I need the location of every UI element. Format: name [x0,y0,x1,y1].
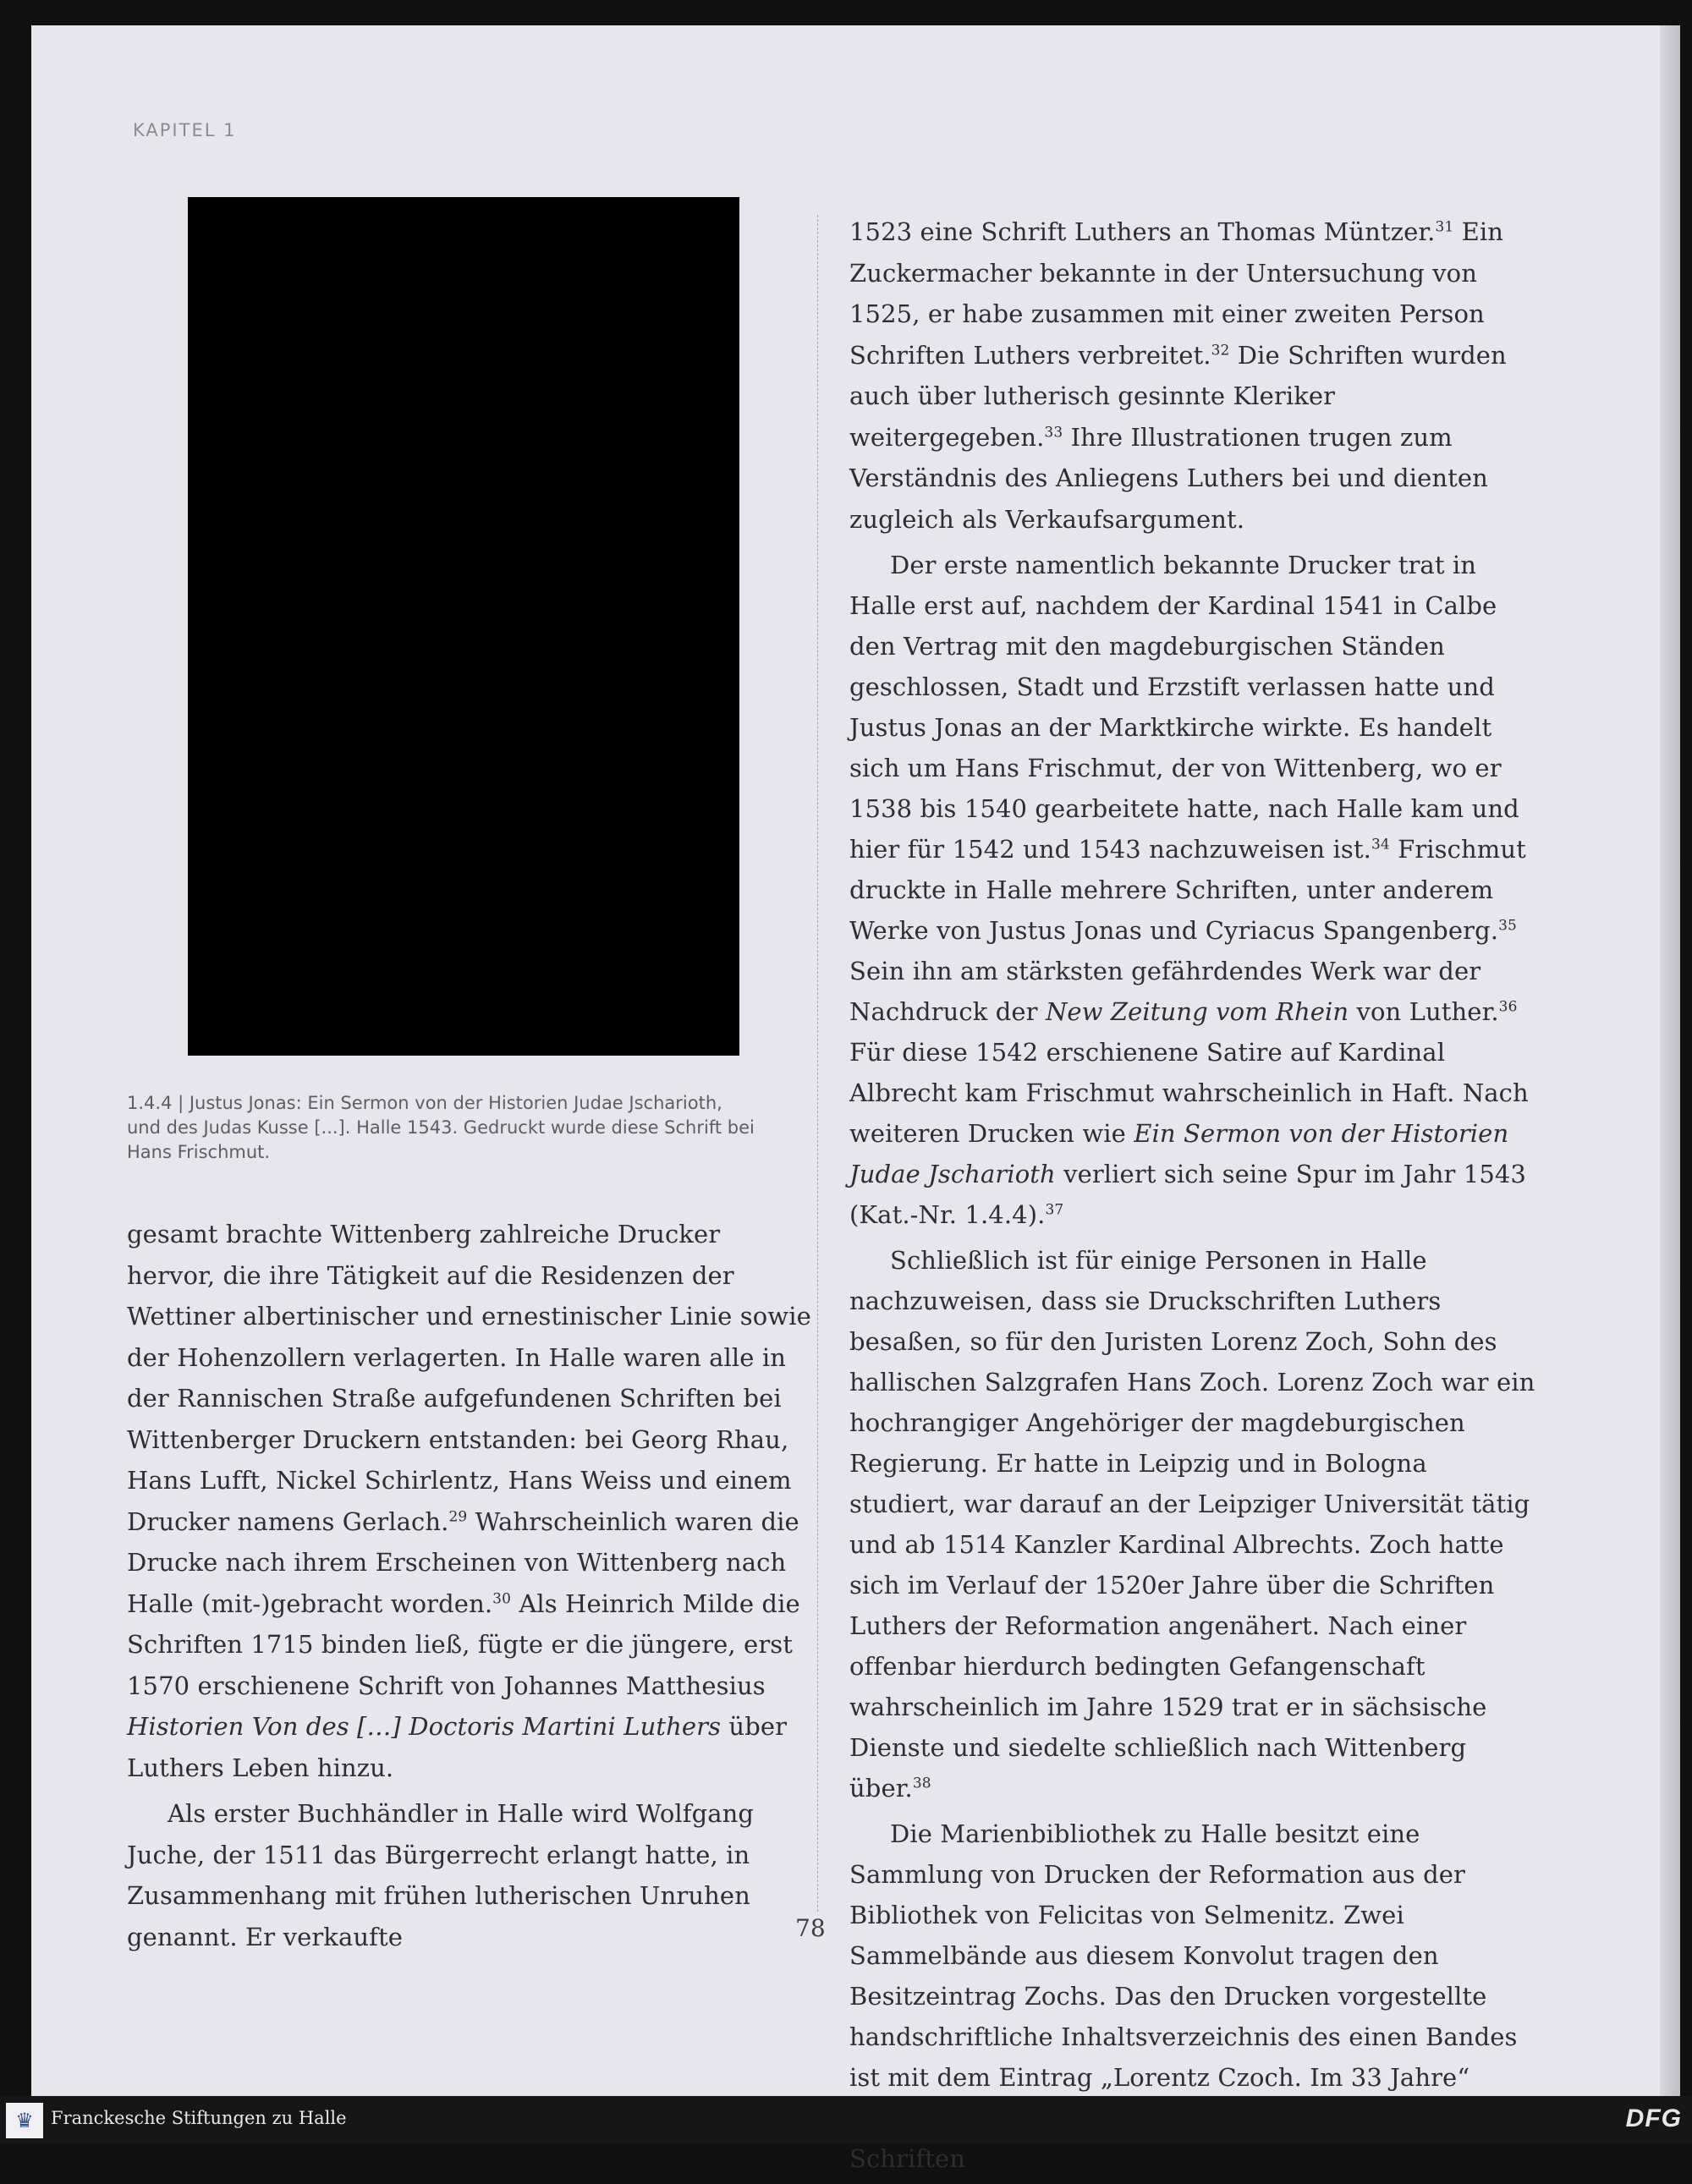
left-column [127,1214,816,1962]
footnote-ref: 30 [492,1589,512,1607]
text-run: Die Marienbibliothek zu Halle besitzt eine Sammlung von Drucken der Reformation aus der Bibliothek von Felicitas von Selmenitz. Zwei Sammelbände aus diesem Konvolut tragen den Besitzeintrag Zochs. Das den Drucken vorgestellte handschriftliche Inhaltsverzeichnis des einen Bandes ist mit dem Eintrag „Lorentz Czoch. Im 33 Jahre“ Schriften [849,1819,1518,2173]
footnote-ref: 35 [1498,917,1517,935]
footnote-ref: 37 [1045,1201,1064,1219]
institution-crest-icon: ♛ [6,2103,43,2138]
paragraph [849,211,1538,540]
footnote-ref: 31 [1435,218,1454,236]
text-run: Als Heinrich Milde die Schriften 1715 binden ließ, fügte er die jüngere, erst 1570 erschienene Schrift von Johannes Matthesius [127,1589,800,1700]
footnote-ref: 32 [1211,341,1230,359]
figure-image-redacted [188,197,739,1056]
caption-line-3: Hans Frischmut. [127,1142,271,1162]
text-run: Wahrscheinlich waren die Drucke nach ihrem Erscheinen von Wittenberg nach Halle (mit-)gebracht worden. [127,1506,799,1618]
figure-caption [127,1091,770,1165]
text-run: Frischmut druckte in Halle mehrere Schriften, unter anderem Werke von Justus Jonas und Cyriacus Spangenberg. [849,835,1526,945]
footnote-ref: 29 [448,1507,468,1525]
text-run: von Luther. [1349,997,1499,1026]
footnote-ref: 33 [1044,423,1063,441]
book-title: Historien Von des […] Doctoris Martini Luthers [127,1712,722,1741]
text-run: Der erste namentlich bekannte Drucker trat in Halle erst auf, nachdem der Kardinal 1541 in Calbe den Vertrag mit den magdeburgischen Ständen geschlossen, Stadt und Erzstift verlassen hatte und Justus Jonas an der Marktkirche wirkte. Es handelt sich um Hans Frischmut, der von Wittenberg, wo er 1538 bis 1540 gearbeitete hatte, nach Halle kam und hier für 1542 und 1543 nachzuweisen ist. [849,551,1519,864]
paragraph [849,1240,1538,1808]
text-run: Ihre Illustrationen trugen zum Verständnis des Anliegens Luthers bei und dienten zugleich als Verkaufsargument. [849,422,1488,534]
column-divider [817,215,819,1912]
text-run: Die Schriften wurden auch über lutherisch gesinnte Kleriker weitergegeben. [849,340,1507,452]
text-run: gesamt brachte Wittenberg zahlreiche Drucker hervor, die ihre Tätigkeit auf die Residenzen der Wettiner albertinischer und ernestinischer Linie sowie der Hohenzollern verlagerten. In Halle waren alle in der Rannischen Straße aufgefundenen Schriften bei Wittenberger Druckern entstanden: bei Georg Rhau, Hans Lufft, Nickel Schirlentz, Hans Weiss und einem Drucker namens Gerlach. [127,1220,811,1536]
footer-institution-name: Franckesche Stiftungen zu Halle [51,2108,347,2128]
book-title: New Zeitung vom Rhein [1045,997,1349,1026]
right-column [849,211,1538,2184]
text-run: verliert sich seine Spur im Jahr 1543 (Kat.-Nr. 1.4.4). [849,1160,1526,1229]
page-number: 78 [795,1914,826,1942]
text-run: Als erster Buchhändler in Halle wird Wolfgang Juche, der 1511 das Bürgerrecht erlangt hatte, in Zusammenhang mit frühen lutherischen Unruhen genannt. Er verkaufte [127,1799,755,1951]
text-run: Ein Zuckermacher bekannte in der Untersuchung von 1525, er habe zusammen mit einer zweiten Person Schriften Luthers verbreitet. [849,217,1504,370]
running-head: KAPITEL 1 [133,120,237,140]
caption-line-1: 1.4.4 | Justus Jonas: Ein Sermon von der Historien Judae Jscharioth, [127,1093,722,1113]
footnote-ref: 34 [1371,836,1390,853]
text-run: Sein ihn am stärksten gefährdendes Werk war der Nachdruck der [849,957,1481,1026]
text-run: Für diese 1542 erschienene Satire auf Kardinal Albrecht kam Frischmut wahrscheinlich in Haft. Nach weiteren Drucken wie [849,1038,1529,1148]
page-edge [1660,25,1680,2096]
footnote-ref: 38 [912,1775,931,1792]
text-run: über Luthers Leben hinzu. [127,1712,788,1782]
footnote-ref: 36 [1498,998,1518,1016]
footer-bar [0,2096,1692,2143]
text-run: Schließlich ist für einige Personen in Halle nachzuweisen, dass sie Druckschriften Luthers besaßen, so für den Juristen Lorenz Zoch, Sohn des hallischen Salzgrafen Hans Zoch. Lorenz Zoch war ein hochrangiger Angehöriger der magdeburgischen Regierung. Er hatte in Leipzig und in Bologna studiert, war darauf an der Leipziger Universität tätig und ab 1514 Kanzler Kardinal Albrechts. Zoch hatte sich im Verlauf der 1520er Jahre über die Schriften Luthers der Reformation angenähert. Nach einer offenbar hierdurch bedingten Gefangenschaft wahrscheinlich im Jahre 1529 trat er in sächsische Dienste und siedelte schließlich nach Wittenberg über. [849,1246,1535,1803]
caption-line-2: und des Judas Kusse [...]. Halle 1543. Gedruckt wurde diese Schrift bei [127,1117,755,1138]
paragraph [127,1214,816,1788]
text-run: 1523 eine Schrift Luthers an Thomas Müntzer. [849,217,1436,246]
paragraph [849,545,1538,1235]
book-title: Ein Sermon von der Historien Judae Jscharioth [849,1119,1509,1188]
dfg-badge: DFG [1625,2104,1682,2132]
paragraph [127,1793,816,1957]
